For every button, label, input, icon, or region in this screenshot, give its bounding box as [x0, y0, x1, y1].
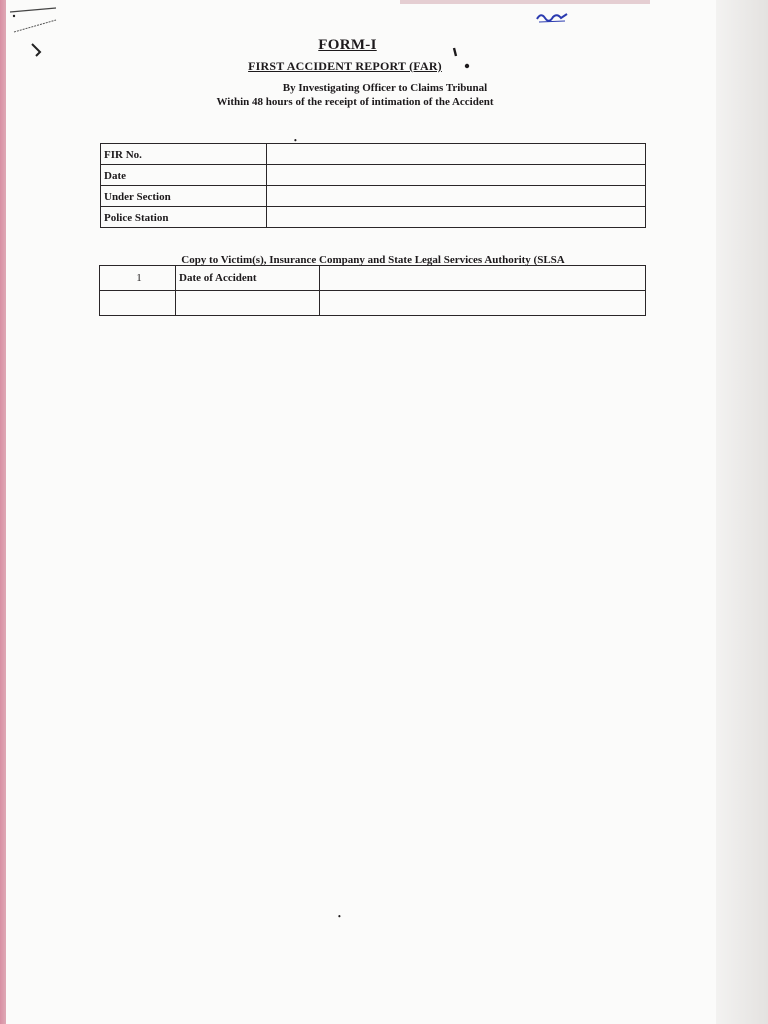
police-station-label: Police Station [101, 207, 267, 228]
stray-dot: • [294, 136, 297, 145]
date-of-accident-label: Date of Accident [176, 266, 320, 291]
date-label: Date [101, 165, 267, 186]
table-row [101, 144, 646, 165]
top-edge-strip [400, 0, 650, 4]
table-row [100, 266, 646, 291]
fir-details-table [100, 143, 646, 228]
page-right-edge [716, 0, 768, 1024]
date-value[interactable] [267, 165, 646, 186]
blue-ink-stamp [535, 10, 569, 24]
stray-dot: • [338, 912, 341, 921]
date-of-accident-value[interactable] [320, 266, 646, 291]
copy-to-note: Copy to Victim(s), Insurance Company and State Legal Services Authority (SLSA [181, 254, 565, 266]
police-station-value[interactable] [267, 207, 646, 228]
table-row [100, 291, 646, 316]
row-label [176, 291, 320, 316]
row-number [100, 291, 176, 316]
under-section-value[interactable] [267, 186, 646, 207]
row-number: 1 [100, 266, 176, 291]
table-row [101, 207, 646, 228]
table-row [101, 186, 646, 207]
under-section-label: Under Section [101, 186, 267, 207]
fir-no-label: FIR No. [101, 144, 267, 165]
ink-marks [450, 46, 474, 72]
pen-scribble-mark [8, 6, 68, 58]
form-subtitle: FIRST ACCIDENT REPORT (FAR) [248, 59, 442, 73]
accident-details-table [99, 265, 646, 316]
row-value[interactable] [320, 291, 646, 316]
fir-no-value[interactable] [267, 144, 646, 165]
form-deadline-line: Within 48 hours of the receipt of intimation of the Accident [216, 96, 494, 108]
form-title: FORM-I [318, 37, 377, 53]
form-purpose-line: By Investigating Officer to Claims Tribunal [282, 82, 488, 94]
table-row [101, 165, 646, 186]
